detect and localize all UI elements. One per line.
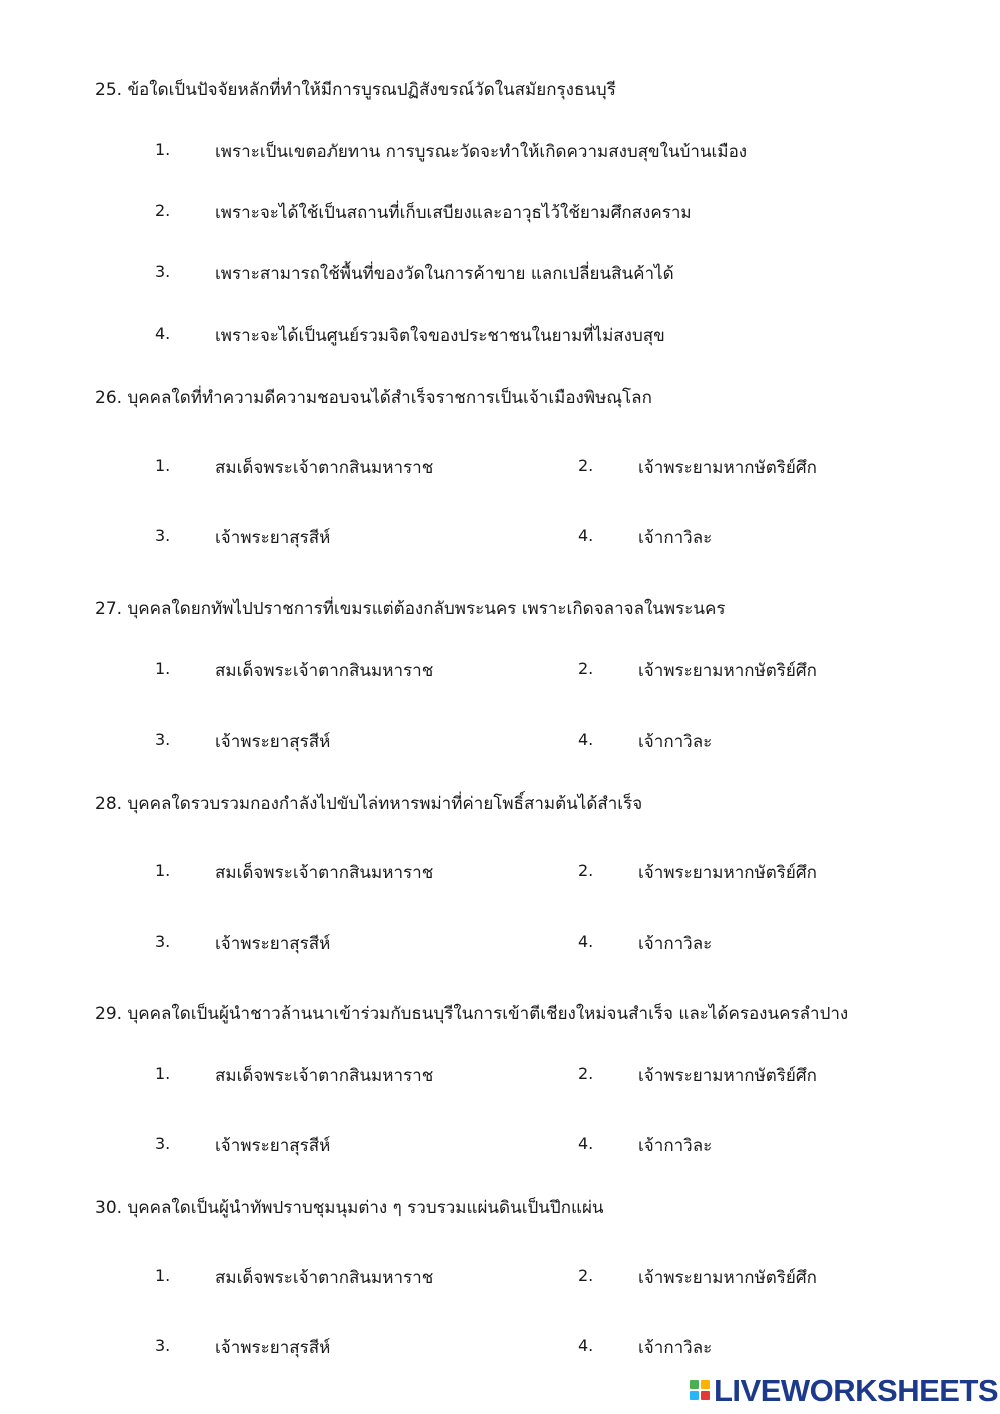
option-number: 2. [578, 456, 594, 475]
option-number: 3. [155, 1134, 171, 1153]
option-text[interactable]: เจ้ากาวิละ [638, 528, 713, 548]
question-29: 29. บุคคลใดเป็นผู้นำชาวล้านนาเข้าร่วมกับธนบุรีในการเข้าตีเชียงใหม่จนสำเร็จ และได้ครองนครลำปาง [95, 1004, 849, 1024]
mark-square [701, 1391, 710, 1400]
option-number: 3. [155, 262, 171, 281]
mark-square [690, 1380, 699, 1389]
option-text[interactable]: เจ้าพระยามหากษัตริย์ศึก [638, 1066, 817, 1086]
option-number: 4. [578, 1134, 594, 1153]
option-number: 4. [578, 1336, 594, 1355]
option-number: 2. [578, 1064, 594, 1083]
option-text[interactable]: สมเด็จพระเจ้าตากสินมหาราช [215, 661, 434, 681]
option-text[interactable]: เจ้าพระยามหากษัตริย์ศึก [638, 863, 817, 883]
option-text[interactable]: เจ้ากาวิละ [638, 934, 713, 954]
option-number: 4. [155, 324, 171, 343]
option-text[interactable]: เพราะสามารถใช้พื้นที่ของวัดในการค้าขาย แลกเปลี่ยนสินค้าได้ [215, 264, 674, 284]
option-number: 1. [155, 861, 171, 880]
question-25: 25. ข้อใดเป็นปัจจัยหลักที่ทำให้มีการบูรณปฏิสังขรณ์วัดในสมัยกรุงธนบุรี [95, 80, 616, 100]
mark-square [701, 1380, 710, 1389]
option-text[interactable]: เจ้าพระยาสุรสีห์ [215, 732, 331, 752]
option-text[interactable]: สมเด็จพระเจ้าตากสินมหาราช [215, 1066, 434, 1086]
option-number: 3. [155, 932, 171, 951]
option-number: 1. [155, 1064, 171, 1083]
option-text[interactable]: เพราะจะได้เป็นศูนย์รวมจิตใจของประชาชนในยามที่ไม่สงบสุข [215, 326, 665, 346]
option-text[interactable]: เจ้าพระยาสุรสีห์ [215, 528, 331, 548]
option-number: 2. [155, 201, 171, 220]
option-text[interactable]: เจ้าพระยามหากษัตริย์ศึก [638, 1268, 817, 1288]
option-number: 4. [578, 730, 594, 749]
option-text[interactable]: เจ้าพระยาสุรสีห์ [215, 1338, 331, 1358]
option-text[interactable]: เจ้ากาวิละ [638, 732, 713, 752]
question-26: 26. บุคคลใดที่ทำความดีความชอบจนได้สำเร็จราชการเป็นเจ้าเมืองพิษณุโลก [95, 388, 652, 408]
question-28: 28. บุคคลใดรวบรวมกองกำลังไปขับไล่ทหารพม่าที่ค่ายโพธิ์สามต้นได้สำเร็จ [95, 794, 643, 814]
option-number: 2. [578, 659, 594, 678]
option-text[interactable]: สมเด็จพระเจ้าตากสินมหาราช [215, 1268, 434, 1288]
option-number: 1. [155, 140, 171, 159]
option-number: 4. [578, 526, 594, 545]
liveworksheets-logo [690, 1373, 998, 1407]
question-27: 27. บุคคลใดยกทัพไปปราชการที่เขมรแต่ต้องกลับพระนคร เพราะเกิดจลาจลในพระนคร [95, 599, 726, 619]
option-text[interactable]: เจ้าพระยามหากษัตริย์ศึก [638, 458, 817, 478]
option-text[interactable]: เจ้าพระยาสุรสีห์ [215, 934, 331, 954]
option-number: 1. [155, 659, 171, 678]
option-text[interactable]: สมเด็จพระเจ้าตากสินมหาราช [215, 458, 434, 478]
option-text[interactable]: เจ้าพระยาสุรสีห์ [215, 1136, 331, 1156]
option-number: 3. [155, 526, 171, 545]
option-number: 4. [578, 932, 594, 951]
option-text[interactable]: เจ้ากาวิละ [638, 1338, 713, 1358]
mark-square [690, 1391, 699, 1400]
option-number: 3. [155, 1336, 171, 1355]
liveworksheets-mark-icon [690, 1380, 710, 1400]
question-30: 30. บุคคลใดเป็นผู้นำทัพปราบชุมนุมต่าง ๆ รวบรวมแผ่นดินเป็นปึกแผ่น [95, 1198, 604, 1218]
option-text[interactable]: สมเด็จพระเจ้าตากสินมหาราช [215, 863, 434, 883]
option-text[interactable]: เพราะจะได้ใช้เป็นสถานที่เก็บเสบียงและอาวุธไว้ใช้ยามศึกสงคราม [215, 203, 692, 223]
liveworksheets-wordmark: LIVEWORKSHEETS [714, 1372, 999, 1408]
option-number: 2. [578, 861, 594, 880]
option-number: 1. [155, 456, 171, 475]
option-text[interactable]: เพราะเป็นเขตอภัยทาน การบูรณะวัดจะทำให้เกิดความสงบสุขในบ้านเมือง [215, 142, 748, 162]
option-number: 2. [578, 1266, 594, 1285]
option-text[interactable]: เจ้ากาวิละ [638, 1136, 713, 1156]
option-number: 1. [155, 1266, 171, 1285]
option-number: 3. [155, 730, 171, 749]
option-text[interactable]: เจ้าพระยามหากษัตริย์ศึก [638, 661, 817, 681]
